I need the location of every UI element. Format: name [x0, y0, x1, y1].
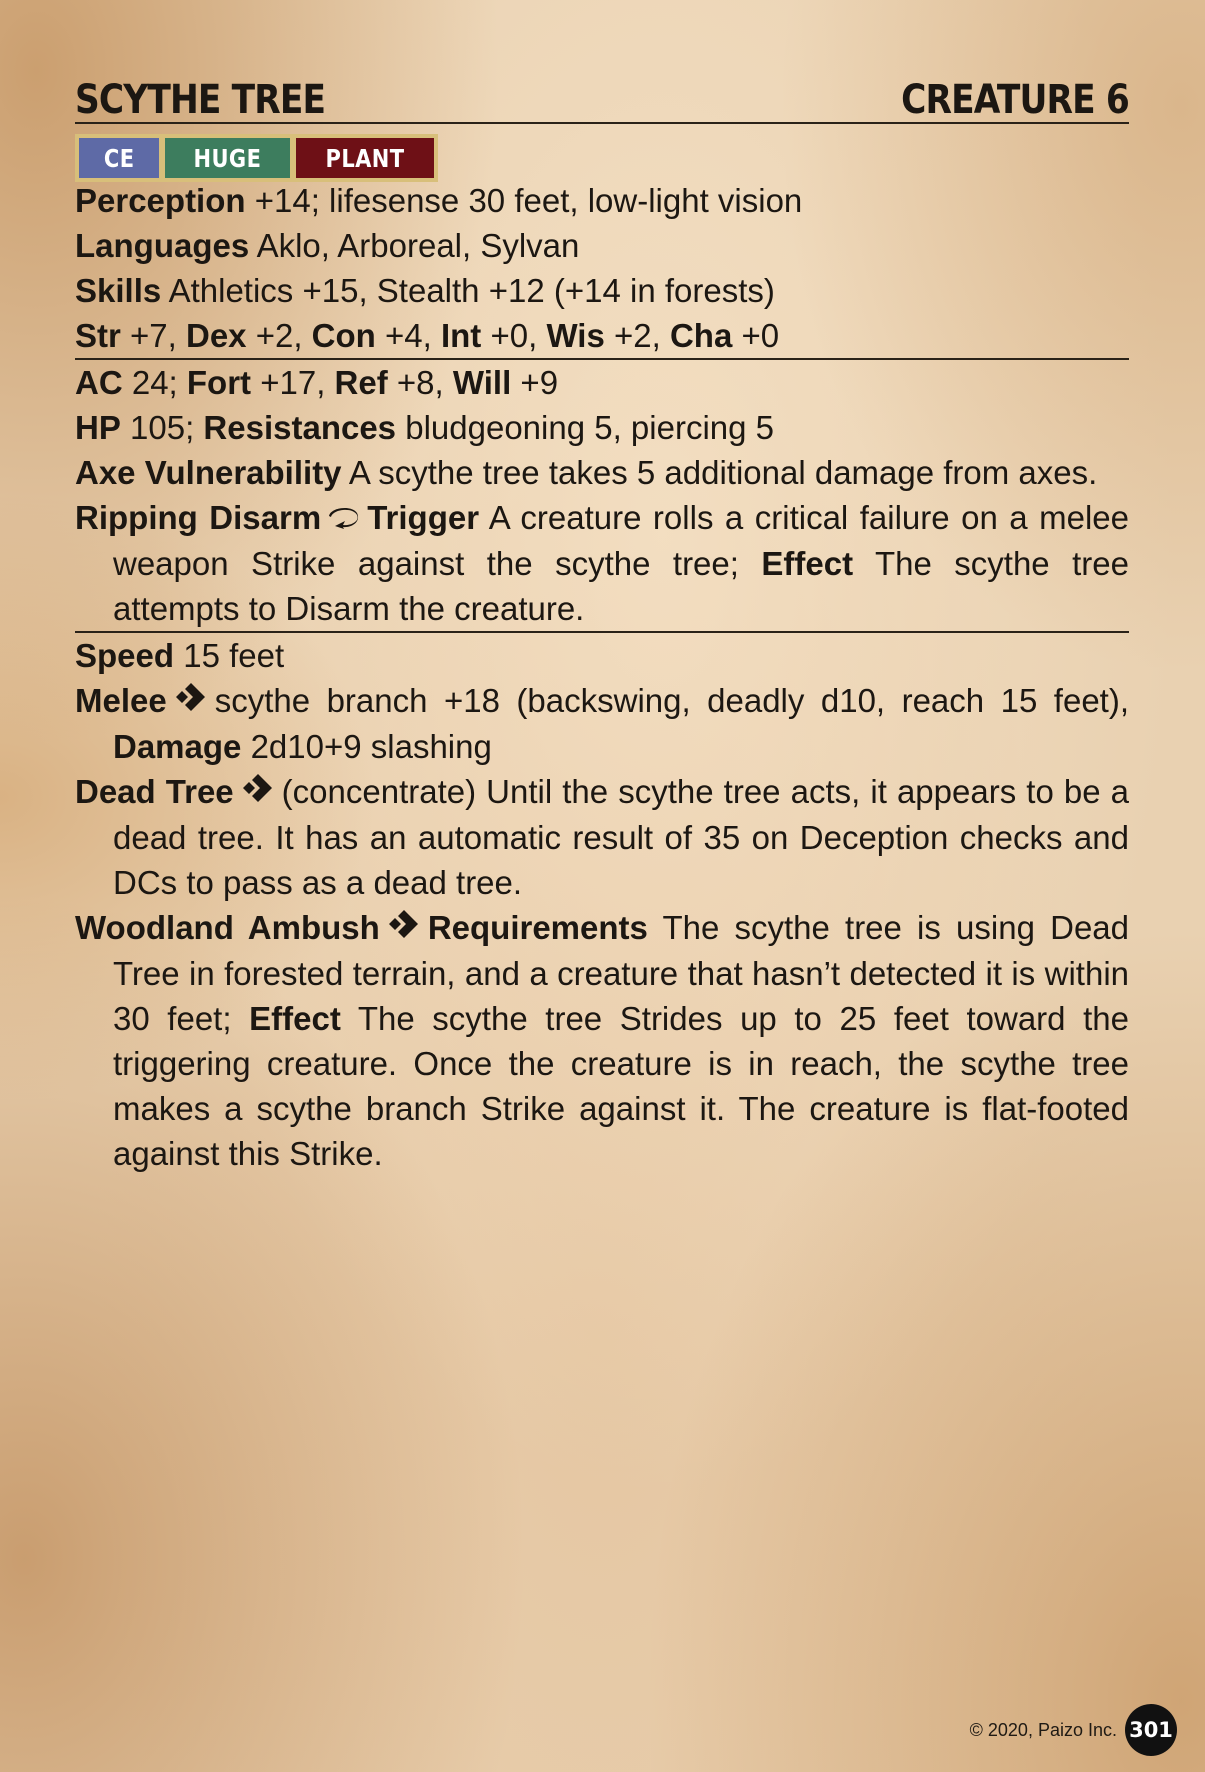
woodland-ambush-ability	[75, 905, 1129, 1176]
dex-label: Dex	[185, 317, 247, 354]
perception-label: Perception	[75, 182, 246, 219]
effect-label: Effect	[761, 545, 854, 582]
stats-section	[75, 178, 1129, 1176]
wis-value: +2,	[614, 317, 661, 354]
wis-label: Wis	[546, 317, 605, 354]
ripping-disarm-label: Ripping Disarm	[75, 499, 322, 536]
languages-label: Languages	[75, 227, 250, 264]
will-value: +9	[520, 364, 559, 401]
woodland-ambush-label: Woodland Ambush	[75, 909, 380, 946]
languages-line	[75, 223, 1129, 268]
ref-label: Ref	[334, 364, 388, 401]
ambush-effect-label: Effect	[249, 1000, 341, 1037]
dead-tree-ability	[75, 769, 1129, 905]
one-action-icon	[386, 910, 422, 946]
trigger-text: A creature rolls a critical failure on a melee weapon Strike against the scythe tree;	[113, 499, 1130, 582]
ref-value: +8,	[396, 364, 444, 401]
axe-vulnerability-text: A scythe tree takes 5 additional damage from axes.	[348, 454, 1098, 491]
con-label: Con	[311, 317, 376, 354]
melee-label: Melee	[75, 682, 167, 719]
melee-text: scythe branch +18 (backswing, deadly d10, reach 15 feet),	[214, 682, 1129, 719]
fort-label: Fort	[186, 364, 252, 401]
melee-strike	[75, 678, 1129, 769]
requirements-label: Requirements	[427, 909, 648, 946]
resistances-value: bludgeoning 5, piercing 5	[405, 409, 775, 446]
ambush-effect-text: The scythe tree Strides up to 25 feet toward the triggering creature. Once the creature is in reach, the scythe tree makes a scythe branch Strike against it. The creature is flat-footed against this Strike.	[113, 1000, 1129, 1172]
str-value: +7,	[130, 317, 177, 354]
trait-list	[75, 134, 438, 182]
creature-level: CREATURE 6	[901, 77, 1129, 123]
title-row	[75, 70, 1129, 124]
cha-label: Cha	[669, 317, 733, 354]
perception-line	[75, 178, 1129, 223]
ac-saves-line	[75, 360, 1129, 405]
one-action-icon	[240, 774, 276, 810]
hp-label: HP	[75, 409, 121, 446]
skills-line	[75, 268, 1129, 313]
languages-value: Aklo, Arboreal, Sylvan	[256, 227, 580, 264]
ac-value: 24;	[131, 364, 178, 401]
trigger-label: Trigger	[367, 499, 480, 536]
damage-label: Damage	[113, 728, 242, 765]
ripping-disarm-ability	[75, 495, 1129, 633]
dead-tree-label: Dead Tree	[75, 773, 234, 810]
speed-line	[75, 633, 1129, 678]
axe-vulnerability-line	[75, 450, 1129, 495]
trait-size: HUGE	[165, 138, 290, 178]
one-action-icon	[173, 683, 209, 719]
str-label: Str	[75, 317, 121, 354]
ac-label: AC	[75, 364, 123, 401]
hp-line	[75, 405, 1129, 450]
axe-vulnerability-label: Axe Vulnerability	[75, 454, 342, 491]
cha-value: +0	[741, 317, 780, 354]
dead-tree-text: (concentrate) Until the scythe tree acts, it appears to be a dead tree. It has an automatic result of 35 on Deception checks and DCs to pass as a dead tree.	[113, 773, 1130, 901]
damage-text: 2d10+9 slashing	[250, 728, 492, 765]
speed-label: Speed	[75, 637, 175, 674]
trait-type: PLANT	[296, 138, 434, 178]
resistances-label: Resistances	[203, 409, 397, 446]
hp-value: 105;	[130, 409, 195, 446]
stat-block	[75, 70, 1129, 1176]
fort-value: +17,	[260, 364, 326, 401]
page-number: 301	[1125, 1704, 1177, 1756]
effect-text: The scythe tree attempts to Disarm the creature.	[113, 545, 1129, 627]
skills-value: Athletics +15, Stealth +12 (+14 in forests)	[168, 272, 775, 309]
con-value: +4,	[385, 317, 432, 354]
skills-label: Skills	[75, 272, 162, 309]
ability-scores-line	[75, 313, 1129, 360]
requirements-text: The scythe tree is using Dead Tree in forested terrain, and a creature that hasn’t detected it is within 30 feet;	[113, 909, 1129, 1037]
speed-value: 15 feet	[183, 637, 285, 674]
trait-alignment: CE	[79, 138, 159, 178]
int-value: +0,	[490, 317, 538, 354]
perception-value: +14; lifesense 30 feet, low-light vision	[254, 182, 803, 219]
page-footer	[970, 1704, 1177, 1756]
int-label: Int	[440, 317, 482, 354]
copyright-text: © 2020, Paizo Inc.	[969, 1719, 1117, 1740]
will-label: Will	[452, 364, 512, 401]
reaction-icon	[327, 500, 361, 536]
dex-value: +2,	[255, 317, 303, 354]
creature-name: SCYTHE TREE	[75, 77, 326, 123]
